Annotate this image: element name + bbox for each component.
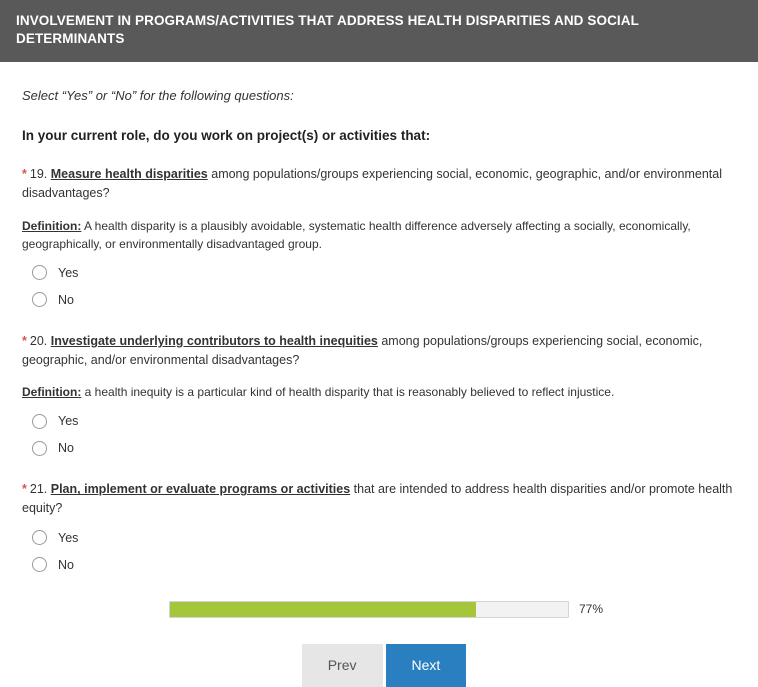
- question-20-text: [22, 332, 740, 370]
- question-number: 20.: [29, 333, 48, 348]
- option-no[interactable]: [32, 290, 740, 310]
- question-19-options: [22, 263, 740, 310]
- definition-text: a health inequity is a particular kind of health disparity that is reasonably believed to reflect injustice.: [81, 385, 615, 400]
- question-21: [22, 480, 740, 575]
- instruction-text: Select “Yes” or “No” for the following questions:: [22, 88, 294, 104]
- question-emphasis: Plan, implement or evaluate programs or activities: [50, 482, 351, 497]
- definition-label: Definition:: [22, 218, 82, 233]
- radio-icon[interactable]: [32, 441, 47, 456]
- progress-bar: [169, 601, 569, 618]
- question-20-definition: [22, 383, 740, 401]
- radio-icon[interactable]: [32, 557, 47, 572]
- question-rest: among populations/groups experiencing social, economic, geographic, and/or environmental disadvantages?: [22, 167, 722, 201]
- next-button[interactable]: Next: [386, 644, 467, 687]
- option-label: Yes: [58, 265, 79, 280]
- required-marker: *: [22, 482, 27, 497]
- question-emphasis: Investigate underlying contributors to health inequities: [50, 333, 378, 348]
- radio-icon[interactable]: [32, 292, 47, 307]
- question-21-options: [22, 528, 740, 575]
- option-label: Yes: [58, 530, 79, 545]
- option-yes[interactable]: [32, 528, 740, 548]
- progress-area: [22, 601, 740, 618]
- required-marker: *: [22, 333, 27, 348]
- question-19: [22, 165, 740, 310]
- question-emphasis: Measure health disparities: [50, 167, 208, 182]
- option-label: No: [58, 557, 74, 572]
- progress-bar-fill: [170, 602, 476, 617]
- definition-label: Definition:: [22, 385, 82, 400]
- question-rest: that are intended to address health disparities and/or promote health equity?: [22, 482, 733, 516]
- question-20-options: [22, 411, 740, 458]
- radio-icon[interactable]: [32, 530, 47, 545]
- radio-icon[interactable]: [32, 265, 47, 280]
- radio-icon[interactable]: [32, 414, 47, 429]
- lead-question: In your current role, do you work on project(s) or activities that:: [22, 128, 431, 144]
- question-19-text: [22, 165, 740, 203]
- option-no[interactable]: [32, 555, 740, 575]
- option-label: Yes: [58, 414, 79, 429]
- question-19-definition: [22, 217, 740, 253]
- option-label: No: [58, 292, 74, 307]
- option-label: No: [58, 441, 74, 456]
- required-marker: *: [22, 167, 27, 182]
- question-20: [22, 332, 740, 459]
- progress-percent-label: 77%: [578, 602, 604, 617]
- option-yes[interactable]: [32, 263, 740, 283]
- option-no[interactable]: [32, 438, 740, 458]
- question-rest: among populations/groups experiencing social, economic, geographic, and/or environmental disadvantages?: [22, 333, 703, 367]
- option-yes[interactable]: [32, 411, 740, 431]
- question-number: 19.: [29, 167, 48, 182]
- page-title: INVOLVEMENT IN PROGRAMS/ACTIVITIES THAT ADDRESS HEALTH DISPARITIES AND SOCIAL DETERMINANTS: [0, 0, 758, 62]
- prev-button[interactable]: Prev: [302, 644, 383, 687]
- question-21-text: [22, 480, 740, 518]
- survey-content: [0, 88, 758, 687]
- question-number: 21.: [29, 482, 48, 497]
- definition-text: A health disparity is a plausibly avoidable, systematic health difference adversely affecting a socially, economically, geographically, or environmentally disadvantaged group.: [22, 218, 691, 251]
- navigation-buttons: [22, 644, 740, 687]
